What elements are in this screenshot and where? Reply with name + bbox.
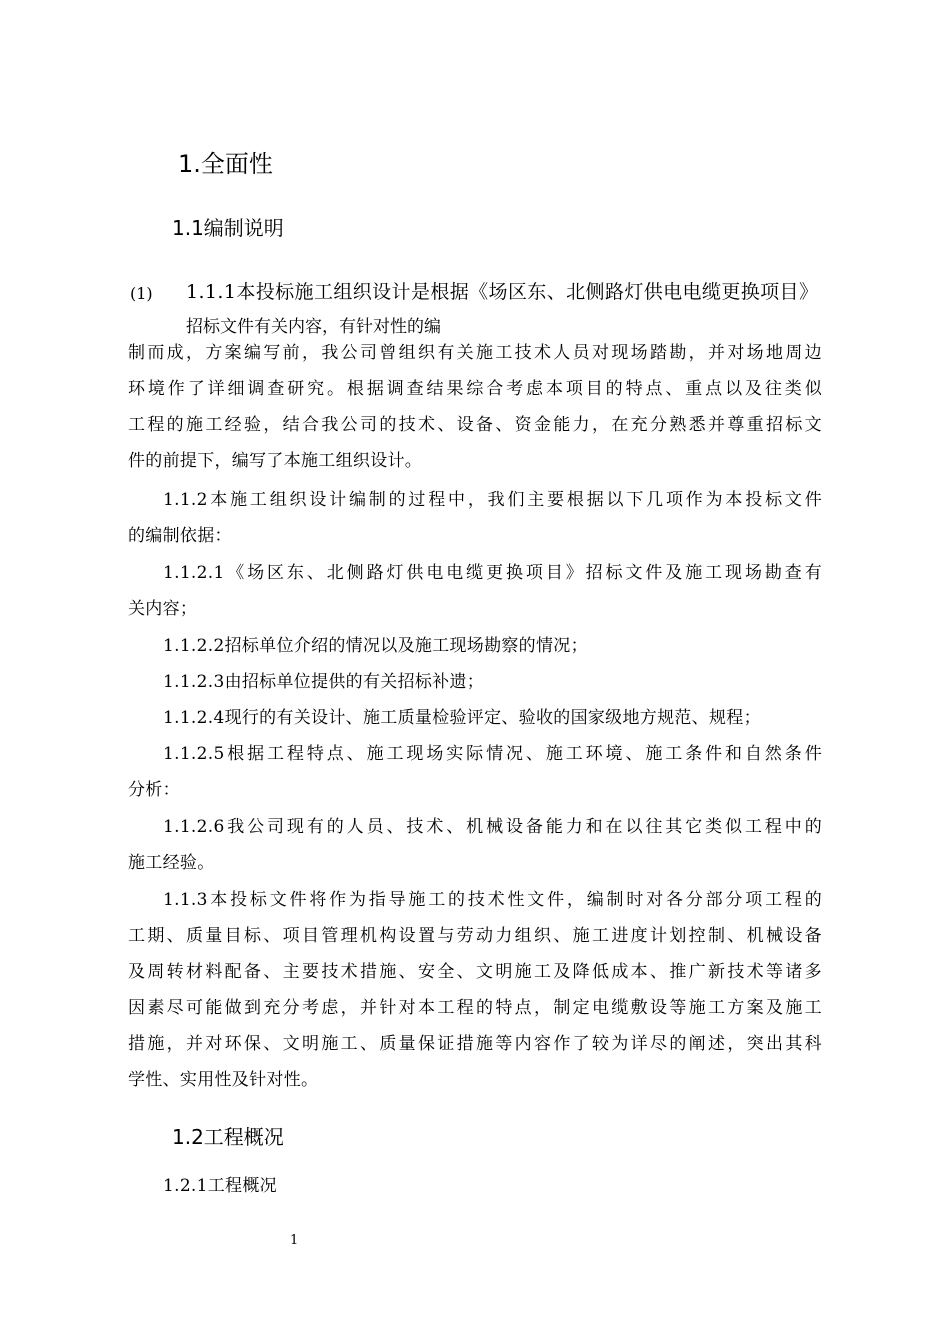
heading-1: 1.全面性 bbox=[178, 150, 273, 178]
paragraph-line: 1.1.2.5根据工程特点、施工现场实际情况、施工环境、施工条件和自然条件 bbox=[163, 744, 822, 764]
paragraph-line: 1.1.2本施工组织设计编制的过程中，我们主要根据以下几项作为本投标文件 bbox=[163, 490, 822, 510]
page-number: 1 bbox=[290, 1233, 299, 1248]
paragraph-line: 1.1.2.3由招标单位提供的有关招标补遗； bbox=[163, 672, 485, 692]
paragraph-line: 工期、质量目标、项目管理机构设置与劳动力组织、施工进度计划控制、机械设备 bbox=[128, 926, 822, 946]
section-heading-1-2: 1.2工程概况 bbox=[172, 1125, 284, 1149]
list-marker: (1) bbox=[130, 284, 153, 303]
paragraph-line: 1.1.2.4现行的有关设计、施工质量检验评定、验收的国家级地方规范、规程； bbox=[163, 708, 761, 728]
section-heading-1-1: 1.1编制说明 bbox=[172, 216, 284, 240]
paragraph-line: 关内容； bbox=[128, 599, 198, 619]
paragraph-line: 1.1.2.2招标单位介绍的情况以及施工现场勘察的情况； bbox=[163, 636, 588, 656]
paragraph-line: 因素尽可能做到充分考虑，并针对本工程的特点，制定电缆敷设等施工方案及施工 bbox=[128, 998, 822, 1018]
paragraph-line: 及周转材料配备、主要技术措施、安全、文明施工及降低成本、推广新技术等诸多 bbox=[128, 962, 822, 982]
paragraph-line: 件的前提下，编写了本施工组织设计。 bbox=[128, 451, 423, 471]
paragraph-line: 1.1.2.6我公司现有的人员、技术、机械设备能力和在以往其它类似工程中的 bbox=[163, 817, 822, 837]
subsection-heading-1-2-1: 1.2.1工程概况 bbox=[163, 1176, 277, 1196]
paragraph-line: 1.1.2.1《场区东、北侧路灯供电电缆更换项目》招标文件及施工现场勘查有 bbox=[163, 563, 822, 583]
paragraph-line: 学性、实用性及针对性。 bbox=[128, 1070, 319, 1090]
paragraph-line: 施工经验。 bbox=[128, 853, 215, 873]
item-1-1-1-line2: 招标文件有关内容，有针对性的编 bbox=[186, 317, 441, 337]
paragraph-line: 的编制依据： bbox=[128, 526, 232, 546]
paragraph-line: 环境作了详细调查研究。根据调查结果综合考虑本项目的特点、重点以及往类似 bbox=[128, 379, 822, 399]
paragraph-line: 1.1.3本投标文件将作为指导施工的技术性文件，编制时对各分部分项工程的 bbox=[163, 890, 822, 910]
paragraph-line: 工程的施工经验，结合我公司的技术、设备、资金能力，在充分熟悉并尊重招标文 bbox=[128, 415, 822, 435]
paragraph-line: 制而成，方案编写前，我公司曾组织有关施工技术人员对现场踏勘，并对场地周边 bbox=[128, 343, 822, 363]
item-1-1-1-line1: 1.1.1本投标施工组织设计是根据《场区东、北侧路灯供电电缆更换项目》 bbox=[186, 281, 819, 303]
paragraph-line: 措施，并对环保、文明施工、质量保证措施等内容作了较为详尽的阐述，突出其科 bbox=[128, 1034, 822, 1054]
paragraph-line: 分析： bbox=[128, 780, 180, 800]
